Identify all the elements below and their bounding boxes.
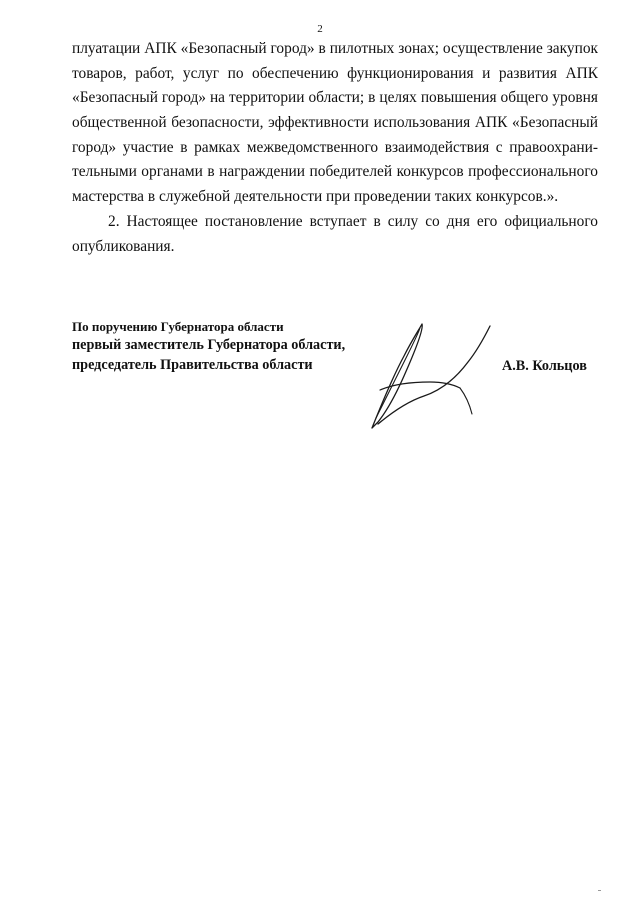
scan-artifact <box>598 890 601 891</box>
body-line: город» участие в рамках межведомственного взаимодействия с правоохрани- <box>72 138 598 156</box>
body-line: общественной безопасности, эффективности использования АПК «Безопасный <box>72 114 598 132</box>
signatory-title-block <box>72 318 345 375</box>
body-line: опубликования. <box>72 237 175 255</box>
body-line: товаров, работ, услуг по обеспечению функционирования и развития АПК <box>72 64 598 82</box>
body-line: «Безопасный город» на территории области; в целях повышения общего уровня <box>72 89 598 107</box>
signer-name: А.В. Кольцов <box>502 358 587 374</box>
position-line: первый заместитель Губернатора области, <box>72 337 346 353</box>
body-line: 2. Настоящее постановление вступает в силу со дня его официального <box>108 212 598 230</box>
handwritten-signature <box>360 318 500 433</box>
page-number: 2 <box>317 23 323 35</box>
position-line: председатель Правительства области <box>72 357 313 373</box>
document-body <box>72 37 598 259</box>
body-line: плуатации АПК «Безопасный город» в пилотных зонах; осуществление закупок <box>72 40 598 57</box>
on-behalf-line: По поручению Губернатора области <box>72 319 284 334</box>
body-line: тельными органами в награждении победителей конкурсов профессионального <box>72 163 598 181</box>
body-line: мастерства в служебной деятельности при проведении таких конкурсов.». <box>72 188 559 206</box>
